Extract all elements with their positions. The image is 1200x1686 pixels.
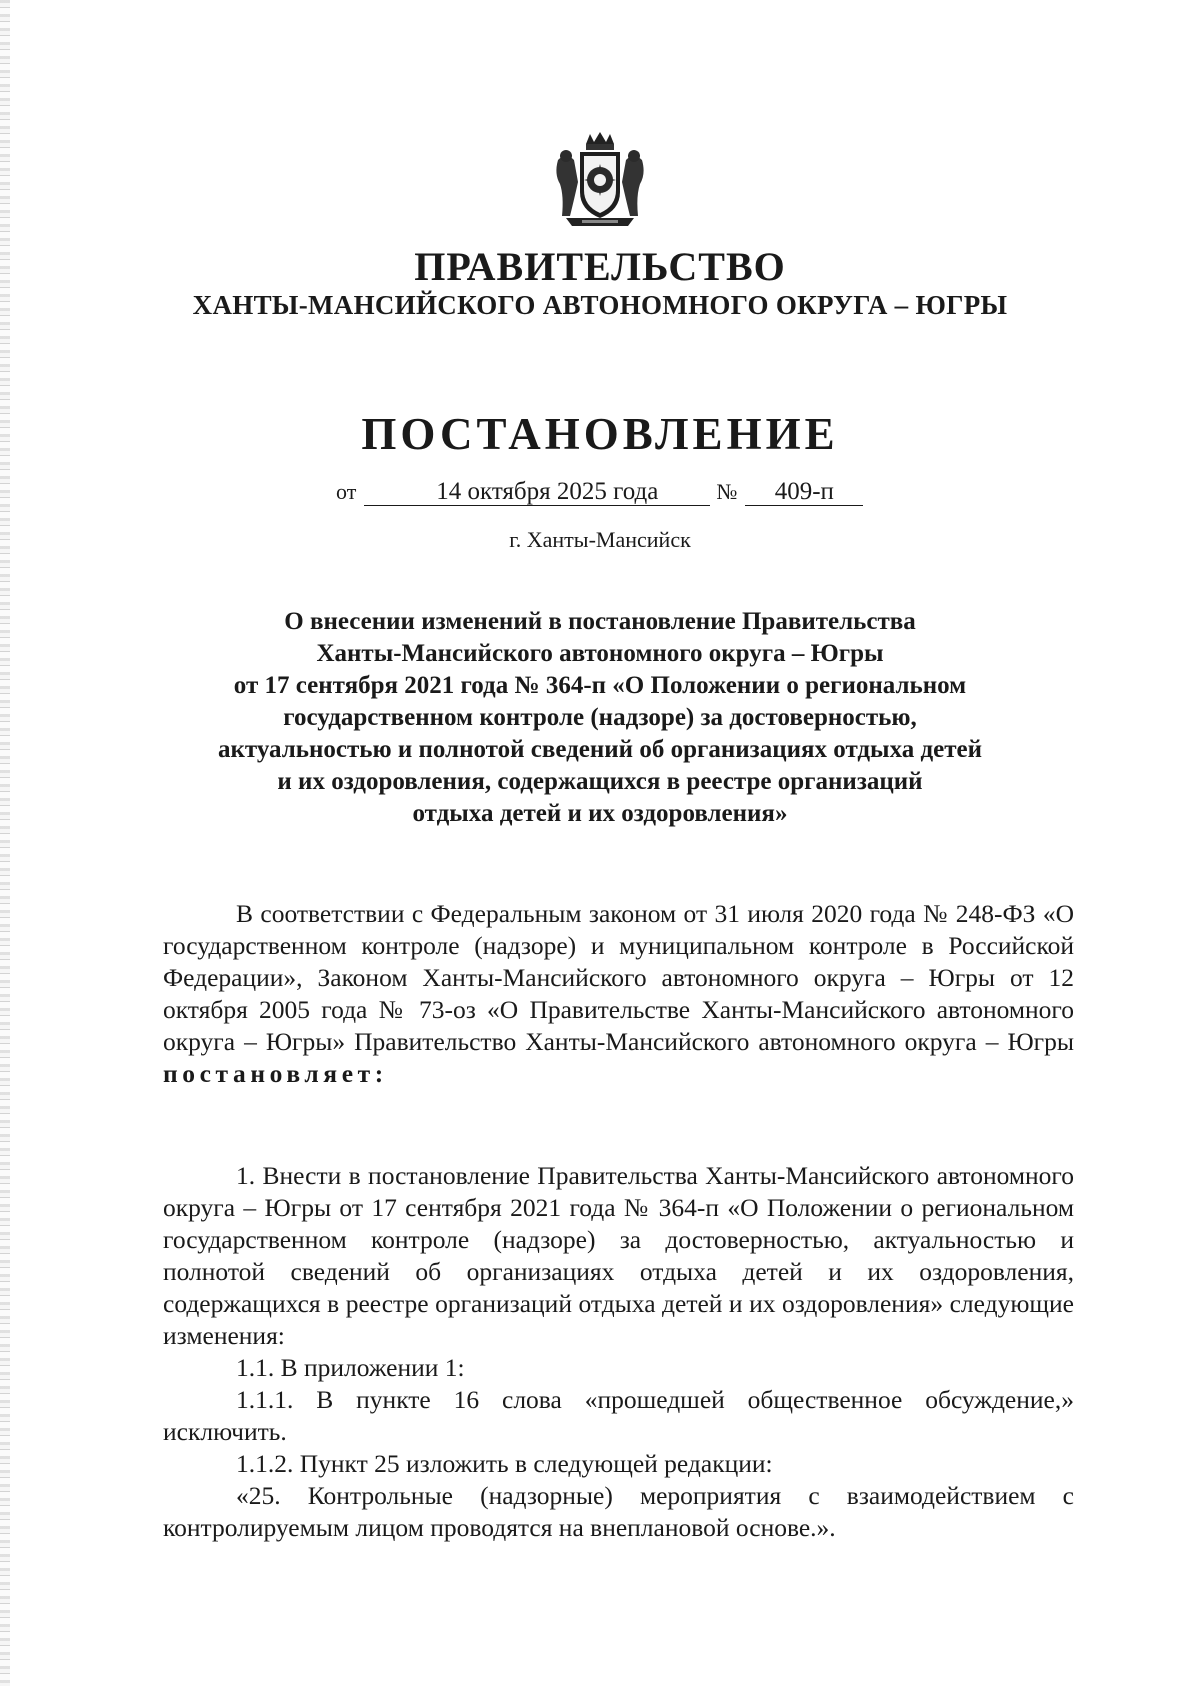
coat-of-arms-emblem-icon — [552, 130, 648, 230]
subject-line: и их оздоровления, содержащихся в реестре организаций — [277, 768, 923, 795]
preamble-text: В соответствии с Федеральным законом от 31 июля 2020 года № 248-ФЗ «О государственном контроле (надзоре) и муниципальном контроле в Российской Федерации», Законом Ханты-Мансийского автономного округа – Югры от 12 октября 2005 года № 73-оз «О Правительстве Ханты-Мансийского автономного округа – Югры» Правительство Ханты-Мансийского автономного округа – Югры — [163, 899, 1074, 1056]
number-sign: № — [716, 479, 738, 504]
document-subject — [0, 606, 1200, 830]
subject-line: Ханты-Мансийского автономного округа – Югры — [316, 640, 884, 667]
item-paragraph: 1.1.1. В пункте 16 слова «прошедшей общественное обсуждение,» исключить. — [163, 1385, 1074, 1446]
item-paragraph: 1.1. В приложении 1: — [236, 1353, 465, 1382]
city: г. Ханты-Мансийск — [509, 527, 691, 552]
date-number-line — [336, 478, 863, 506]
date-prefix: от — [336, 479, 357, 504]
subject-line: от 17 сентября 2021 года № 364-п «О Положении о региональном — [233, 672, 967, 699]
item-paragraph: 1.1.2. Пункт 25 изложить в следующей редакции: — [236, 1449, 773, 1478]
subject-line: государственном контроле (надзоре) за достоверностью, — [283, 704, 917, 731]
document-number: 409-п — [745, 479, 863, 506]
preamble — [163, 898, 1074, 1090]
document-date: 14 октября 2025 года — [364, 479, 710, 506]
item-paragraph: «25. Контрольные (надзорные) мероприятия с взаимодействием с контролируемым лицом проводятся на внеплановой основе.». — [163, 1481, 1074, 1542]
resolution-items — [163, 1160, 1074, 1544]
resolves-word: постановляет: — [163, 1059, 388, 1088]
subject-line: отдыха детей и их оздоровления» — [412, 800, 788, 827]
item-paragraph: 1. Внести в постановление Правительства Ханты-Мансийского автономного округа – Югры от 17 сентября 2021 года № 364-п «О Положении о региональном государственном контроле (надзоре) за достоверностью, актуальностью и полнотой сведений об организациях отдыха детей и их оздоровления, содержащихся в реестре организаций отдыха детей и их оздоровления» следующие изменения: — [163, 1161, 1074, 1350]
region-title: ХАНТЫ-МАНСИЙСКОГО АВТОНОМНОГО ОКРУГА – ЮГРЫ — [192, 290, 1008, 320]
government-title: ПРАВИТЕЛЬСТВО — [414, 244, 786, 289]
subject-line: актуальностью и полнотой сведений об организациях отдыха детей — [217, 736, 983, 763]
preamble-paragraph — [163, 898, 1074, 1090]
document-type: ПОСТАНОВЛЕНИЕ — [361, 409, 839, 459]
subject-line: О внесении изменений в постановление Правительства — [284, 608, 916, 635]
